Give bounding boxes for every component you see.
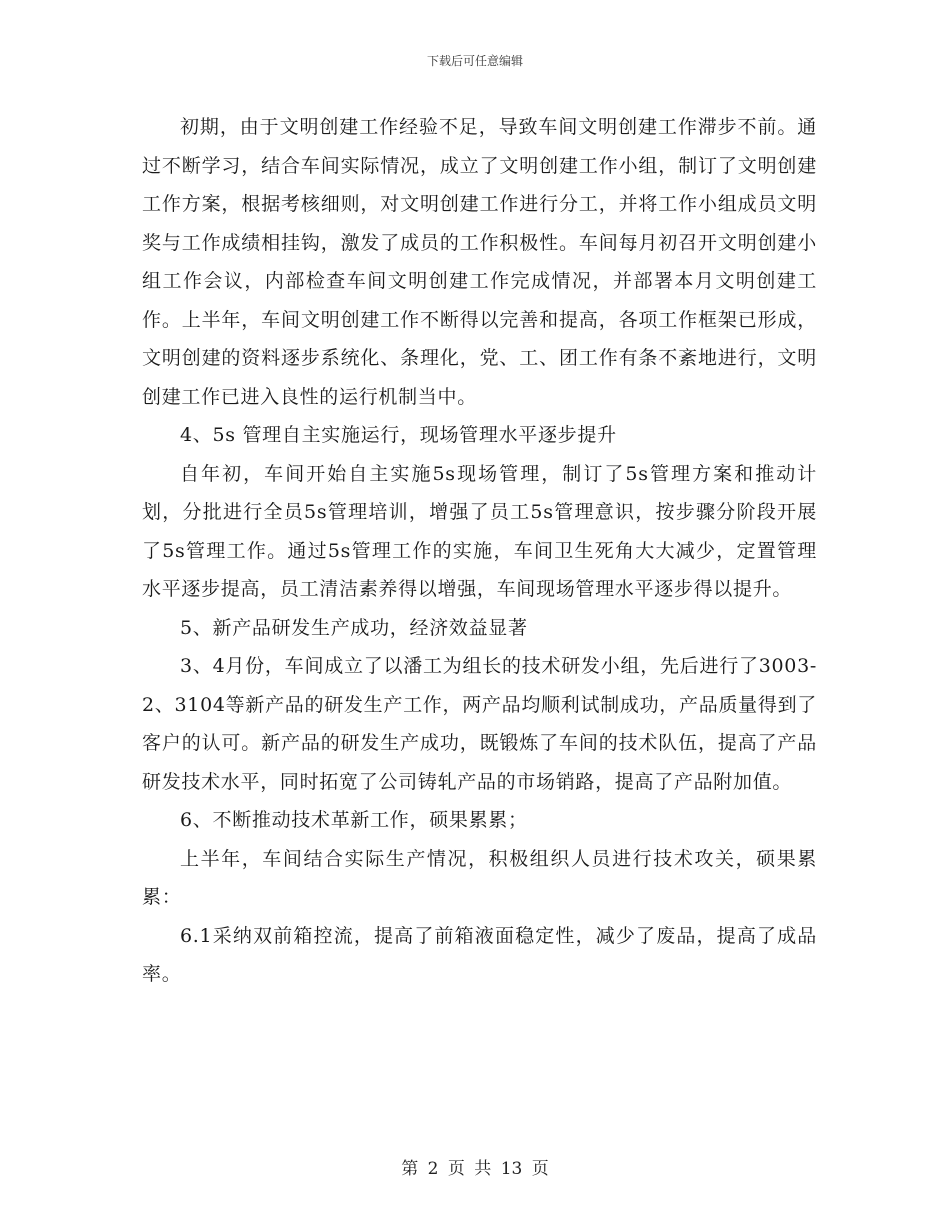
paragraph-civilization-building: 初期，由于文明创建工作经验不足，导致车间文明创建工作滞步不前。通过不断学习，结合车间实际情况，成立了文明创建工作小组，制订了文明创建工作方案，根据考核细则，对文明创建工作进行分工，并将工作小组成员文明奖与工作成绩相挂钩，激发了成员的工作积极性。车间每月初召开文明创建小组工作会议，内部检查车间文明创建工作完成情况，并部署本月文明创建工作。上半年，车间文明创建工作不断得以完善和提高，各项工作框架已形成，文明创建的资料逐步系统化、条理化，党、工、团工作有条不紊地进行，文明创建工作已进入良性的运行机制当中。	[142, 116, 817, 408]
page-number-footer: 第 2 页 共 13 页	[401, 1159, 549, 1179]
page-header: 下载后可任意编辑	[426, 54, 523, 68]
section-heading-tech-innovation: 6、不断推动技术革新工作，硕果累累；	[180, 809, 528, 831]
paragraph-tech-innovation: 上半年，车间结合实际生产情况，积极组织人员进行技术攻关，硕果累累：	[142, 847, 817, 908]
paragraph-new-product: 3、4月份，车间成立了以潘工为组长的技术研发小组，先后进行了3003-2、3104等新产品的研发生产工作，两产品均顺利试制成功，产品质量得到了客户的认可。新产品的研发生产成功，既锻炼了车间的技术队伍，提高了产品研发技术水平，同时拓宽了公司铸轧产品的市场销路，提高了产品附加值。	[142, 655, 817, 793]
paragraph-item-6-1: 6.1采纳双前箱控流，提高了前箱液面稳定性，减少了废品，提高了成品率。	[142, 924, 817, 985]
section-heading-new-product: 5、新产品研发生产成功，经济效益显著	[180, 616, 528, 639]
section-heading-5s: 4、5s 管理自主实施运行，现场管理水平逐步提升	[180, 424, 617, 446]
document-body	[142, 108, 817, 994]
paragraph-5s-management: 自年初，车间开始自主实施5s现场管理，制订了5s管理方案和推动计划，分批进行全员5s管理培训，增强了员工5s管理意识，按步骤分阶段开展了5s管理工作。通过5s管理工作的实施，车间卫生死角大大减少，定置管理水平逐步提高，员工清洁素养得以增强，车间现场管理水平逐步得以提升。	[142, 462, 817, 600]
